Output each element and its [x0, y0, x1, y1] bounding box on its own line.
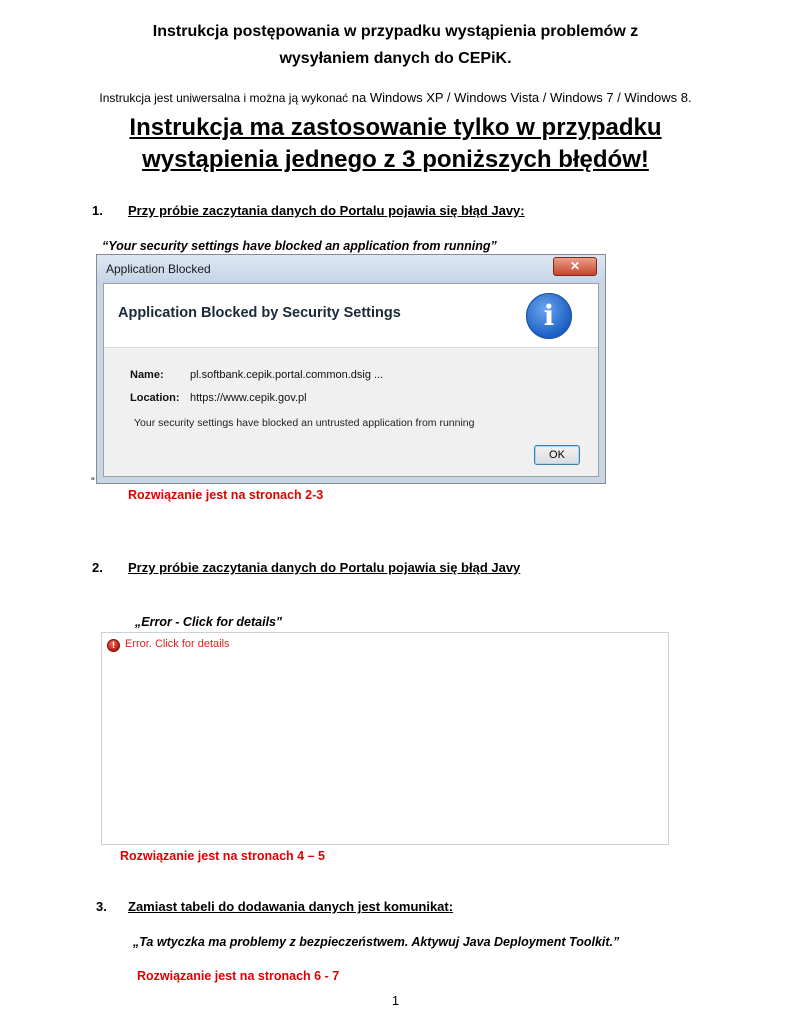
page-title-line-1: Instrukcja postępowania w przypadku wystąpienia problemów z: [152, 23, 639, 40]
quote-tail: ”: [91, 476, 95, 488]
dialog-heading: Application Blocked by Security Settings: [118, 305, 401, 321]
dialog-header: [104, 284, 598, 348]
item-2-text: Przy próbie zaczytania danych do Portalu pojawia się błąd Javy: [128, 560, 521, 575]
subtitle-part-a: Instrukcja jest uniwersalna i można ją wykonać: [99, 91, 349, 105]
name-label: Name:: [130, 369, 164, 381]
item-2-number: 2.: [92, 560, 103, 575]
error-icon: !: [107, 639, 120, 652]
ok-button[interactable]: OK: [534, 445, 580, 465]
item-3-text: Zamiast tabeli do dodawania danych jest komunikat:: [128, 899, 454, 914]
subtitle: [0, 90, 791, 105]
dialog-message: Your security settings have blocked an untrusted application from running: [134, 417, 475, 429]
item-1-quote: “Your security settings have blocked an application from running”: [102, 239, 497, 253]
dialog-body: [103, 283, 599, 477]
item-3-solution: Rozwiązanie jest na stronach 6 - 7: [137, 969, 340, 983]
error-panel: [101, 632, 669, 845]
item-2-quote: „Error - Click for details": [135, 615, 282, 629]
dialog-titlebar: [97, 255, 605, 283]
item-1-text: Przy próbie zaczytania danych do Portalu pojawia się błąd Javy:: [128, 203, 525, 218]
warning-line-1: Instrukcja ma zastosowanie tylko w przypadku: [129, 114, 662, 141]
warning-line-2: wystąpienia jednego z 3 poniższych błędów!: [142, 146, 649, 173]
item-3-quote: „Ta wtyczka ma problemy z bezpieczeństwem. Aktywuj Java Deployment Toolkit.”: [133, 935, 620, 949]
dialog-window-title: Application Blocked: [106, 262, 211, 276]
item-1-solution: Rozwiązanie jest na stronach 2-3: [128, 488, 324, 502]
name-value: pl.softbank.cepik.portal.common.dsig ...: [190, 369, 384, 381]
subtitle-part-b: na Windows XP / Windows Vista / Windows 7 / Windows 8.: [348, 90, 692, 105]
item-3-number: 3.: [96, 899, 107, 914]
info-icon: i: [526, 293, 572, 339]
item-2-solution: Rozwiązanie jest na stronach 4 – 5: [120, 849, 325, 863]
error-details-link[interactable]: Error. Click for details: [125, 638, 230, 650]
page-title-line-2: wysyłaniem danych do CEPiK.: [279, 50, 512, 67]
location-value: https://www.cepik.gov.pl: [190, 392, 307, 404]
page-number: 1: [391, 993, 400, 1008]
item-1-number: 1.: [92, 203, 103, 218]
location-label: Location:: [130, 392, 180, 404]
close-icon[interactable]: ✕: [553, 257, 597, 276]
application-blocked-dialog: [96, 254, 606, 484]
